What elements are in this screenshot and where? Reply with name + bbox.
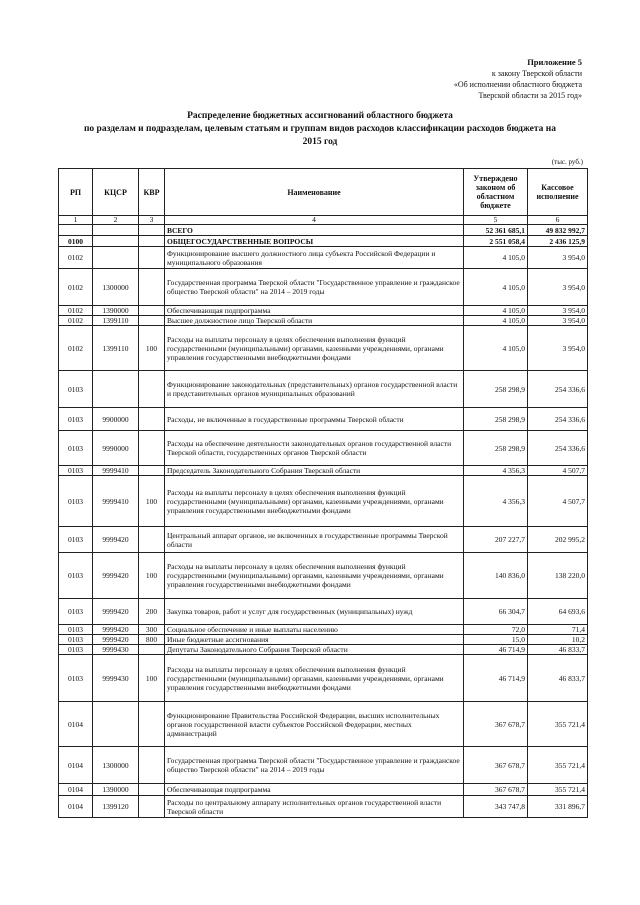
appendix-block — [454, 57, 582, 101]
table-row — [59, 326, 588, 371]
cell-name: Расходы на выплаты персоналу в целях обеспечения выполнения функций государственными (муниципальными) органами, казенными учреждениями, органами управления государственными внебюджетными фондами — [165, 553, 464, 599]
cell-kvr — [139, 645, 165, 655]
cell-rp: 0103 — [59, 599, 93, 625]
cell-approved: 52 361 685,1 — [464, 225, 528, 236]
header-name: Наименование — [165, 169, 464, 216]
table-row — [59, 645, 588, 655]
cell-name: Высшее должностное лицо Тверской области — [165, 316, 464, 326]
cell-kvr — [139, 247, 165, 269]
table-row — [59, 655, 588, 702]
cell-rp: 0102 — [59, 306, 93, 316]
cell-kvr — [139, 702, 165, 747]
cell-rp: 0103 — [59, 431, 93, 466]
cell-kvr: 100 — [139, 655, 165, 702]
cell-name: Социальное обеспечение и иные выплаты населению — [165, 625, 464, 635]
cell-cash: 4 507,7 — [528, 466, 588, 476]
cell-kvr: 200 — [139, 599, 165, 625]
title-line-3: 2015 год — [302, 137, 338, 147]
cell-cash: 3 954,0 — [528, 247, 588, 269]
cell-cash: 254 336,6 — [528, 408, 588, 431]
cell-kvr — [139, 527, 165, 553]
cell-kvr: 100 — [139, 326, 165, 371]
cell-rp: 0102 — [59, 326, 93, 371]
table-row — [59, 236, 588, 247]
cell-approved: 72,0 — [464, 625, 528, 635]
cell-kcsr: 1300000 — [93, 747, 139, 784]
cell-name: Обеспечивающая подпрограмма — [165, 306, 464, 316]
table-row — [59, 635, 588, 645]
cell-kcsr — [93, 247, 139, 269]
cell-kvr — [139, 269, 165, 306]
cell-name: ОБЩЕГОСУДАРСТВЕННЫЕ ВОПРОСЫ — [165, 236, 464, 247]
cell-name: Государственная программа Тверской области "Государственное управление и гражданское общество Тверской области" на 2014 – 2019 годы — [165, 269, 464, 306]
cell-kvr: 800 — [139, 635, 165, 645]
cell-kcsr: 9999410 — [93, 466, 139, 476]
cell-name: Иные бюджетные ассигнования — [165, 635, 464, 645]
cell-approved: 367 678,7 — [464, 784, 528, 796]
units-label: (тыс. руб.) — [551, 158, 583, 166]
cell-cash: 71,4 — [528, 625, 588, 635]
table-body — [59, 216, 588, 818]
cell-approved: 4 105,0 — [464, 269, 528, 306]
cell-cash: 355 721,4 — [528, 784, 588, 796]
cell-name: Функционирование высшего должностного лица субъекта Российской Федерации и муниципального образования — [165, 247, 464, 269]
cell-kcsr: 9999430 — [93, 645, 139, 655]
index-cell: 1 — [59, 216, 93, 225]
cell-approved: 4 105,0 — [464, 316, 528, 326]
appendix-law: к закону Тверской области — [491, 69, 582, 78]
cell-kvr: 300 — [139, 625, 165, 635]
cell-kcsr: 9900000 — [93, 408, 139, 431]
cell-cash: 10,2 — [528, 635, 588, 645]
cell-approved: 140 836,0 — [464, 553, 528, 599]
cell-kcsr: 9999420 — [93, 599, 139, 625]
cell-kvr — [139, 316, 165, 326]
table-row — [59, 408, 588, 431]
cell-rp: 0103 — [59, 476, 93, 527]
table-row — [59, 599, 588, 625]
cell-rp: 0102 — [59, 316, 93, 326]
cell-rp: 0103 — [59, 466, 93, 476]
cell-cash: 3 954,0 — [528, 306, 588, 316]
table-row — [59, 316, 588, 326]
cell-kcsr: 9999430 — [93, 655, 139, 702]
cell-rp: 0104 — [59, 747, 93, 784]
cell-rp: 0102 — [59, 269, 93, 306]
cell-kvr — [139, 236, 165, 247]
cell-cash: 2 436 125,9 — [528, 236, 588, 247]
cell-name: Расходы, не включенные в государственные программы Тверской области — [165, 408, 464, 431]
cell-name: Государственная программа Тверской области "Государственное управление и гражданское общество Тверской области" на 2014 – 2019 годы — [165, 747, 464, 784]
cell-cash: 254 336,6 — [528, 371, 588, 408]
cell-approved: 343 747,8 — [464, 796, 528, 818]
cell-approved: 4 356,3 — [464, 476, 528, 527]
budget-table — [58, 168, 588, 818]
cell-name: Председатель Законодательного Собрания Тверской области — [165, 466, 464, 476]
table-row — [59, 553, 588, 599]
cell-kvr — [139, 796, 165, 818]
cell-approved: 4 105,0 — [464, 247, 528, 269]
table-row — [59, 784, 588, 796]
header-approved: Утверждено законом об областном бюджете — [464, 169, 528, 216]
cell-kvr — [139, 466, 165, 476]
cell-kvr: 100 — [139, 553, 165, 599]
cell-kvr — [139, 747, 165, 784]
cell-kcsr: 1399110 — [93, 316, 139, 326]
cell-rp: 0103 — [59, 645, 93, 655]
cell-rp — [59, 225, 93, 236]
cell-cash: 254 336,6 — [528, 431, 588, 466]
cell-rp: 0103 — [59, 553, 93, 599]
appendix-law-year: Тверской области за 2015 год» — [478, 91, 582, 100]
cell-name: Функционирование законодательных (представительных) органов государственной власти и представительных органов муниципальных образований — [165, 371, 464, 408]
cell-cash: 49 832 992,7 — [528, 225, 588, 236]
cell-rp: 0104 — [59, 702, 93, 747]
cell-kcsr: 9990000 — [93, 431, 139, 466]
cell-kcsr: 1300000 — [93, 269, 139, 306]
cell-approved: 258 298,9 — [464, 371, 528, 408]
cell-rp: 0102 — [59, 247, 93, 269]
cell-name: Функционирование Правительства Российской Федерации, высших исполнительных органов государственной власти субъектов Российской Федерации, местных администраций — [165, 702, 464, 747]
cell-kcsr: 9999420 — [93, 635, 139, 645]
cell-rp: 0103 — [59, 635, 93, 645]
cell-approved: 4 105,0 — [464, 326, 528, 371]
cell-approved: 367 678,7 — [464, 702, 528, 747]
cell-approved: 207 227,7 — [464, 527, 528, 553]
cell-cash: 46 833,7 — [528, 655, 588, 702]
cell-name: Расходы на обеспечение деятельности законодательных органов государственной власти Тверской области, государственных органов Тверской области — [165, 431, 464, 466]
cell-name: Обеспечивающая подпрограмма — [165, 784, 464, 796]
cell-name: Центральный аппарат органов, не включенных в государственные программы Тверской области — [165, 527, 464, 553]
table-row — [59, 466, 588, 476]
cell-kvr — [139, 408, 165, 431]
index-cell: 6 — [528, 216, 588, 225]
index-cell: 3 — [139, 216, 165, 225]
cell-name: Расходы на выплаты персоналу в целях обеспечения выполнения функций государственными (муниципальными) органами, казенными учреждениями, органами управления государственными внебюджетными фондами — [165, 326, 464, 371]
cell-kcsr — [93, 371, 139, 408]
index-cell: 5 — [464, 216, 528, 225]
cell-name: Расходы на выплаты персоналу в целях обеспечения выполнения функций государственными (муниципальными) органами, казенными учреждениями, органами управления государственными внебюджетными фондами — [165, 476, 464, 527]
cell-kvr — [139, 784, 165, 796]
cell-kcsr: 9999420 — [93, 553, 139, 599]
header-cash: Кассовое исполнение — [528, 169, 588, 216]
cell-kcsr: 9999410 — [93, 476, 139, 527]
cell-kvr — [139, 371, 165, 408]
table-row — [59, 702, 588, 747]
cell-cash: 355 721,4 — [528, 702, 588, 747]
table-row — [59, 527, 588, 553]
cell-kcsr — [93, 236, 139, 247]
table-row — [59, 371, 588, 408]
header-kvr: КВР — [139, 169, 165, 216]
cell-kvr — [139, 306, 165, 316]
cell-kcsr: 1399110 — [93, 326, 139, 371]
table-row — [59, 431, 588, 466]
cell-rp: 0103 — [59, 527, 93, 553]
cell-rp: 0104 — [59, 784, 93, 796]
cell-approved: 2 551 058,4 — [464, 236, 528, 247]
table-row — [59, 625, 588, 635]
cell-kcsr: 1390000 — [93, 784, 139, 796]
cell-kcsr — [93, 702, 139, 747]
cell-cash: 46 833,7 — [528, 645, 588, 655]
table-header-row — [59, 169, 588, 216]
cell-name: Расходы по центральному аппарату исполнительных органов государственной власти Тверской области — [165, 796, 464, 818]
cell-cash: 3 954,0 — [528, 326, 588, 371]
cell-name: Расходы на выплаты персоналу в целях обеспечения выполнения функций государственными (муниципальными) органами, казенными учреждениями, органами управления государственными внебюджетными фондами — [165, 655, 464, 702]
index-cell: 4 — [165, 216, 464, 225]
table-row — [59, 796, 588, 818]
cell-approved: 4 356,3 — [464, 466, 528, 476]
table-row — [59, 247, 588, 269]
cell-rp: 0103 — [59, 655, 93, 702]
cell-approved: 367 678,7 — [464, 747, 528, 784]
cell-kvr — [139, 225, 165, 236]
cell-name: ВСЕГО — [165, 225, 464, 236]
cell-cash: 3 954,0 — [528, 316, 588, 326]
cell-cash: 3 954,0 — [528, 269, 588, 306]
cell-rp: 0103 — [59, 371, 93, 408]
cell-cash: 64 693,6 — [528, 599, 588, 625]
cell-approved: 46 714,9 — [464, 655, 528, 702]
title-line-2: по разделам и подразделам, целевым статьям и группам видов расходов классификации расходов бюджета на — [83, 124, 557, 134]
cell-approved: 66 304,7 — [464, 599, 528, 625]
cell-cash: 331 896,7 — [528, 796, 588, 818]
cell-rp: 0104 — [59, 796, 93, 818]
appendix-law-title: «Об исполнении областного бюджета — [453, 80, 582, 89]
appendix-number: Приложение 5 — [527, 57, 582, 67]
table-row — [59, 476, 588, 527]
cell-kcsr: 9999420 — [93, 527, 139, 553]
cell-approved: 15,0 — [464, 635, 528, 645]
cell-kcsr: 1399120 — [93, 796, 139, 818]
cell-rp: 0100 — [59, 236, 93, 247]
header-rp: РП — [59, 169, 93, 216]
cell-rp: 0103 — [59, 625, 93, 635]
document-title — [40, 110, 600, 149]
cell-kcsr — [93, 225, 139, 236]
cell-rp: 0103 — [59, 408, 93, 431]
header-kcsr: КЦСР — [93, 169, 139, 216]
index-cell: 2 — [93, 216, 139, 225]
cell-cash: 4 507,7 — [528, 476, 588, 527]
cell-cash: 202 995,2 — [528, 527, 588, 553]
column-index-row — [59, 216, 588, 225]
cell-kcsr: 9999420 — [93, 625, 139, 635]
cell-kvr — [139, 431, 165, 466]
cell-cash: 138 220,0 — [528, 553, 588, 599]
table-row — [59, 306, 588, 316]
cell-approved: 258 298,9 — [464, 431, 528, 466]
cell-kcsr: 1390000 — [93, 306, 139, 316]
cell-approved: 4 105,0 — [464, 306, 528, 316]
cell-kvr: 100 — [139, 476, 165, 527]
cell-name: Закупка товаров, работ и услуг для государственных (муниципальных) нужд — [165, 599, 464, 625]
table-row — [59, 269, 588, 306]
title-line-1: Распределение бюджетных ассигнований областного бюджета — [187, 111, 453, 121]
table-row — [59, 747, 588, 784]
cell-approved: 46 714,9 — [464, 645, 528, 655]
cell-cash: 355 721,4 — [528, 747, 588, 784]
cell-approved: 258 298,9 — [464, 408, 528, 431]
table-row — [59, 225, 588, 236]
cell-name: Депутаты Законодательного Собрания Тверской области — [165, 645, 464, 655]
